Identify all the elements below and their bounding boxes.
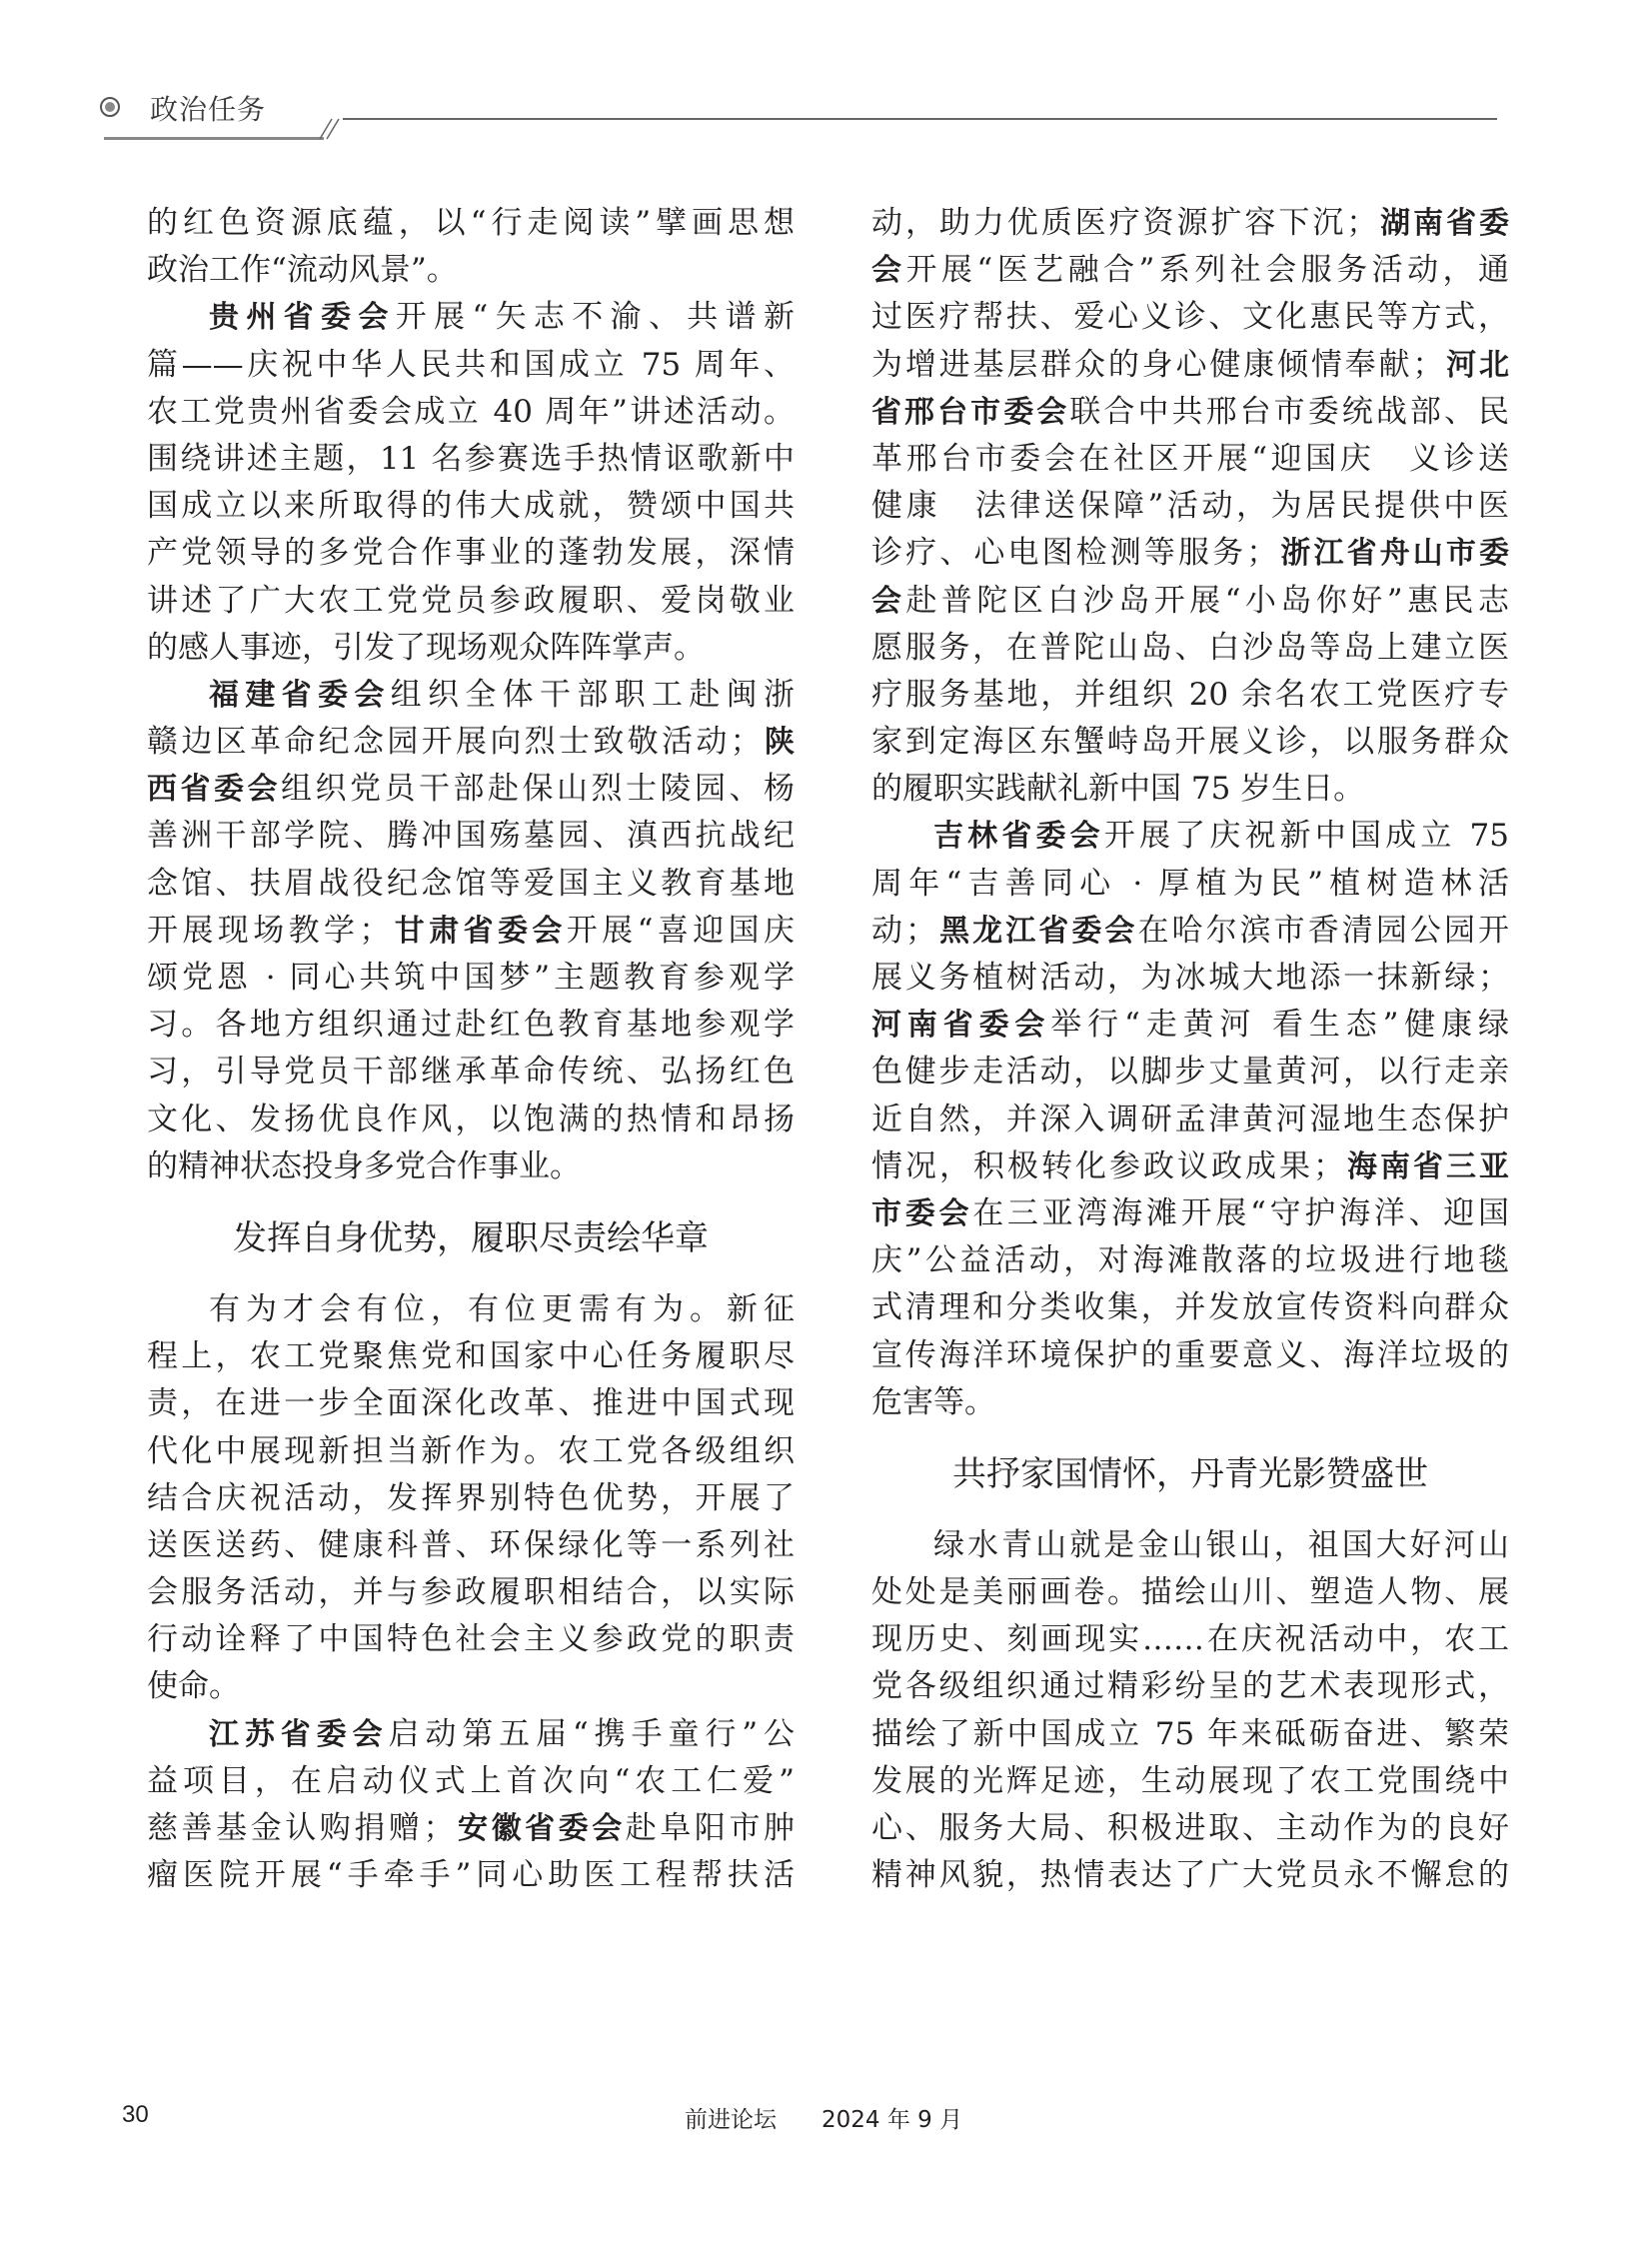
organization-name: 浙江省舟山市委 xyxy=(1277,536,1510,572)
paragraph xyxy=(147,294,795,672)
magazine-name: 前进论坛 xyxy=(685,2107,777,2133)
text-line xyxy=(147,1333,795,1380)
text-run: 启动第五届“携手童行”公 xyxy=(388,1715,795,1752)
text-run: 文化、发扬优良作风，以饱满的热情和昂扬 xyxy=(147,1101,795,1137)
text-line xyxy=(871,625,1509,672)
paragraph xyxy=(871,200,1509,813)
text-run: 情况，积极转化参政议政成果； xyxy=(871,1147,1344,1184)
text-run: 愿服务，在普陀山岛、白沙岛等岛上建立医 xyxy=(871,629,1509,666)
text-line xyxy=(147,766,795,813)
text-line xyxy=(147,247,795,294)
text-run: 绿水青山就是金山银山，祖国大好河山 xyxy=(933,1526,1509,1563)
text-line xyxy=(147,625,795,672)
text-line xyxy=(147,1428,795,1475)
text-line xyxy=(871,719,1509,766)
text-line xyxy=(147,1286,795,1333)
text-run: 讲述了广大农工党党员参政履职、爱岗敬业 xyxy=(147,582,795,619)
text-line xyxy=(147,1616,795,1663)
text-line xyxy=(147,483,795,530)
text-line xyxy=(147,436,795,483)
text-line xyxy=(871,436,1509,483)
text-line xyxy=(147,1663,795,1710)
text-line xyxy=(871,247,1509,294)
text-line xyxy=(871,1097,1509,1143)
text-run: 联合中共邢台市委统战部、民 xyxy=(1069,393,1510,430)
text-line xyxy=(147,1380,795,1427)
text-line xyxy=(147,1097,795,1143)
organization-name: 江苏省委会 xyxy=(209,1716,389,1752)
text-run: 诊疗、心电图检测等服务； xyxy=(871,535,1278,572)
text-run: 篇——庆祝中华人民共和国成立 75 周年、 xyxy=(147,346,795,383)
text-run: 动，助力优质医疗资源扩容下沉； xyxy=(871,205,1378,241)
text-line xyxy=(871,578,1509,625)
organization-name: 福建省委会 xyxy=(209,677,391,713)
text-run: 式清理和分类收集，并发放宣传资料向群众 xyxy=(871,1289,1509,1326)
text-run: 发展的光辉足迹，生动展现了农工党围绕中 xyxy=(871,1762,1509,1799)
issue-date: 2024 年 9 月 xyxy=(822,2107,963,2133)
organization-name: 贵州省委会 xyxy=(209,300,396,336)
text-line xyxy=(871,1190,1509,1237)
text-run: 开展“医艺融合”系列社会服务活动，通 xyxy=(905,252,1509,289)
text-line xyxy=(147,578,795,625)
text-line xyxy=(871,1143,1509,1190)
text-run: 代化中展现新担当新作为。农工党各级组织 xyxy=(147,1432,795,1469)
text-run: 为增进基层群众的身心健康倾情奉献； xyxy=(871,346,1444,383)
organization-name: 海南省三亚 xyxy=(1344,1148,1509,1184)
text-line xyxy=(147,342,795,389)
text-run: 开展“喜迎国庆 xyxy=(566,912,796,949)
text-run: 政治工作“流动风景”。 xyxy=(147,252,458,289)
text-line xyxy=(147,294,795,341)
text-line xyxy=(871,1758,1509,1805)
text-run: 现历史、刻画现实……在庆祝活动中，农工 xyxy=(871,1621,1509,1658)
text-run: 动； xyxy=(871,912,937,949)
text-line xyxy=(871,1711,1509,1758)
text-run: 赣边区革命纪念园开展向烈士致敬活动； xyxy=(147,724,762,761)
text-line xyxy=(871,389,1509,436)
section-heading: 共抒家国情怀，丹青光影赞盛世 xyxy=(952,1453,1428,1494)
section-title: 政治任务 xyxy=(150,93,267,126)
text-run: 健康 法律送保障”活动，为居民提供中医 xyxy=(871,488,1509,525)
page-number: 30 xyxy=(122,2101,149,2128)
text-line xyxy=(871,766,1509,813)
text-run: 程上，农工党聚焦党和国家中心任务履职尽 xyxy=(147,1338,795,1375)
text-line xyxy=(147,908,795,955)
text-line xyxy=(871,1049,1509,1096)
text-run: 描绘了新中国成立 75 年来砥砺奋进、繁荣 xyxy=(871,1715,1509,1752)
text-run: 在哈尔滨市香清园公园开 xyxy=(1137,912,1510,949)
text-line xyxy=(871,1852,1509,1899)
text-line xyxy=(147,1002,795,1049)
text-run: 结合庆祝活动，发挥界别特色优势，开展了 xyxy=(147,1479,795,1516)
organization-name: 省邢台市委会 xyxy=(871,394,1070,430)
organization-name: 湖南省委 xyxy=(1377,206,1510,241)
organization-name: 河北 xyxy=(1443,347,1510,383)
text-line xyxy=(147,813,795,860)
text-line xyxy=(871,1379,1509,1426)
text-run: 念馆、扶眉战役纪念馆等爱国主义教育基地 xyxy=(147,865,795,902)
text-line xyxy=(871,1616,1509,1663)
organization-name: 安徽省委会 xyxy=(454,1811,626,1846)
text-run: 产党领导的多党合作事业的蓬勃发展，深情 xyxy=(147,535,795,572)
paragraph xyxy=(147,672,795,1190)
text-line xyxy=(147,719,795,766)
text-run: 有为才会有位，有位更需有为。新征 xyxy=(209,1290,795,1327)
text-run: 行动诠释了中国特色社会主义参政党的职责 xyxy=(147,1621,795,1658)
text-line xyxy=(871,1663,1509,1710)
text-line xyxy=(147,389,795,436)
text-line xyxy=(147,1569,795,1616)
organization-name: 甘肃省委会 xyxy=(390,913,567,949)
text-line xyxy=(871,861,1509,908)
text-line xyxy=(147,200,795,247)
text-run: 开展现场教学； xyxy=(147,912,391,949)
organization-name: 会 xyxy=(871,583,906,619)
text-run: 的履职实践献礼新中国 75 岁生日。 xyxy=(871,771,1365,808)
text-line xyxy=(147,1852,795,1899)
text-run: 庆”公益活动，对海滩散落的垃圾进行地毯 xyxy=(871,1242,1509,1279)
text-run: 开展了庆祝新中国成立 75 xyxy=(1103,818,1509,855)
text-run: 党各级组织通过精彩纷呈的艺术表现形式， xyxy=(871,1668,1509,1705)
text-run: 过医疗帮扶、爱心义诊、文化惠民等方式， xyxy=(871,299,1509,336)
text-line xyxy=(147,1805,795,1852)
text-line xyxy=(871,342,1509,389)
text-line xyxy=(871,1237,1509,1284)
text-line xyxy=(147,1475,795,1522)
paragraph xyxy=(871,813,1509,1425)
text-line xyxy=(871,672,1509,719)
text-line xyxy=(871,1569,1509,1616)
text-line xyxy=(147,1049,795,1096)
text-line xyxy=(147,955,795,1002)
section-heading: 发挥自身优势，履职尽责绘华章 xyxy=(233,1217,709,1258)
text-line xyxy=(871,1805,1509,1852)
paragraph xyxy=(871,1522,1509,1900)
text-line xyxy=(871,1002,1509,1049)
organization-name: 陕 xyxy=(761,725,796,761)
text-run: 举行“走黄河 看生态”健康绿 xyxy=(1050,1007,1509,1044)
organization-name: 西省委会 xyxy=(147,772,281,808)
organization-name: 会 xyxy=(871,253,906,289)
paragraph xyxy=(147,200,795,294)
text-run: 赴普陀区白沙岛开展“小岛你好”惠民志 xyxy=(905,582,1509,619)
header-rule-slash xyxy=(318,118,342,140)
text-run: 习，引导党员干部继承革命传统、弘扬红色 xyxy=(147,1054,795,1091)
text-run: 处处是美丽画卷。描绘山川、塑造人物、展 xyxy=(871,1574,1509,1611)
text-line xyxy=(147,1522,795,1569)
organization-name: 黑龙江省委会 xyxy=(936,913,1138,949)
article-column-right xyxy=(871,200,1509,1899)
organization-name: 吉林省委会 xyxy=(933,819,1104,855)
text-run: 益项目，在启动仪式上首次向“农工仁爱” xyxy=(147,1762,795,1799)
text-line xyxy=(871,294,1509,341)
text-run: 危害等。 xyxy=(871,1383,995,1420)
text-line xyxy=(871,908,1509,955)
text-run: 的红色资源底蕴，以“行走阅读”擘画思想 xyxy=(147,205,795,241)
text-run: 使命。 xyxy=(147,1668,240,1705)
text-run: 颂党恩 · 同心共筑中国梦”主题教育参观学 xyxy=(147,960,795,996)
text-line xyxy=(147,1758,795,1805)
text-run: 疗服务基地，并组织 20 余名农工党医疗专 xyxy=(871,676,1509,713)
text-run: 赴阜阳市肿 xyxy=(625,1810,796,1846)
text-run: 会服务活动，并与参政履职相结合，以实际 xyxy=(147,1574,795,1611)
text-line xyxy=(147,1143,795,1190)
text-run: 心、服务大局、积极进取、主动作为的良好 xyxy=(871,1810,1509,1846)
text-run: 的精神状态投身多党合作事业。 xyxy=(147,1147,581,1184)
text-line xyxy=(871,1522,1509,1569)
text-run: 围绕讲述主题，11 名参赛选手热情讴歌新中 xyxy=(147,440,795,477)
text-run: 革邢台市委会在社区开展“迎国庆 义诊送 xyxy=(871,440,1509,477)
text-line xyxy=(871,955,1509,1002)
text-line xyxy=(147,861,795,908)
paragraph xyxy=(147,1286,795,1711)
text-run: 家到定海区东蟹峙岛开展义诊，以服务群众 xyxy=(871,724,1509,761)
text-run: 色健步走活动，以脚步丈量黄河，以行走亲 xyxy=(871,1054,1509,1091)
text-run: 组织全体干部职工赴闽浙 xyxy=(390,676,796,713)
paragraph xyxy=(147,1711,795,1900)
text-run: 瘤医院开展“手牵手”同心助医工程帮扶活 xyxy=(147,1857,795,1894)
text-run: 开展“矢志不渝、共谱新 xyxy=(395,299,795,336)
text-run: 农工党贵州省委会成立 40 周年”讲述活动。 xyxy=(147,393,795,430)
text-run: 习。各地方组织通过赴红色教育基地参观学 xyxy=(147,1007,795,1044)
text-line xyxy=(871,1332,1509,1379)
target-bullet-icon xyxy=(100,97,120,117)
text-run: 周年“吉善同心 · 厚植为民”植树造林活 xyxy=(871,865,1509,902)
text-run: 送医送药、健康科普、环保绿化等一系列社 xyxy=(147,1526,795,1563)
text-run: 责，在进一步全面深化改革、推进中国式现 xyxy=(147,1385,795,1422)
organization-name: 市委会 xyxy=(871,1195,973,1231)
text-run: 近自然，并深入调研孟津黄河湿地生态保护 xyxy=(871,1101,1509,1137)
text-run: 的感人事迹，引发了现场观众阵阵掌声。 xyxy=(147,629,705,666)
text-line xyxy=(147,530,795,577)
text-run: 善洲干部学院、腾冲国殇墓园、滇西抗战纪 xyxy=(147,818,795,855)
text-run: 宣传海洋环境保护的重要意义、海洋垃圾的 xyxy=(871,1336,1509,1373)
text-line xyxy=(871,813,1509,860)
article-column-left xyxy=(147,200,795,1899)
text-line xyxy=(871,1284,1509,1331)
text-line xyxy=(147,1711,795,1758)
text-run: 国成立以来所取得的伟大成就，赞颂中国共 xyxy=(147,488,795,525)
text-line xyxy=(147,672,795,719)
text-line xyxy=(871,483,1509,530)
header-rule-right xyxy=(343,118,1497,120)
text-run: 慈善基金认购捐赠； xyxy=(147,1810,455,1846)
text-run: 在三亚湾海滩开展“守护海洋、迎国 xyxy=(972,1194,1510,1231)
text-run: 展义务植树活动，为冰城大地添一抹新绿； xyxy=(871,960,1509,996)
text-line xyxy=(871,530,1509,577)
text-line xyxy=(871,200,1509,247)
text-run: 精神风貌，热情表达了广大党员永不懈怠的 xyxy=(871,1857,1509,1894)
organization-name: 河南省委会 xyxy=(871,1008,1051,1044)
text-run: 组织党员干部赴保山烈士陵园、杨 xyxy=(281,771,795,808)
header-rule-left xyxy=(104,137,324,140)
